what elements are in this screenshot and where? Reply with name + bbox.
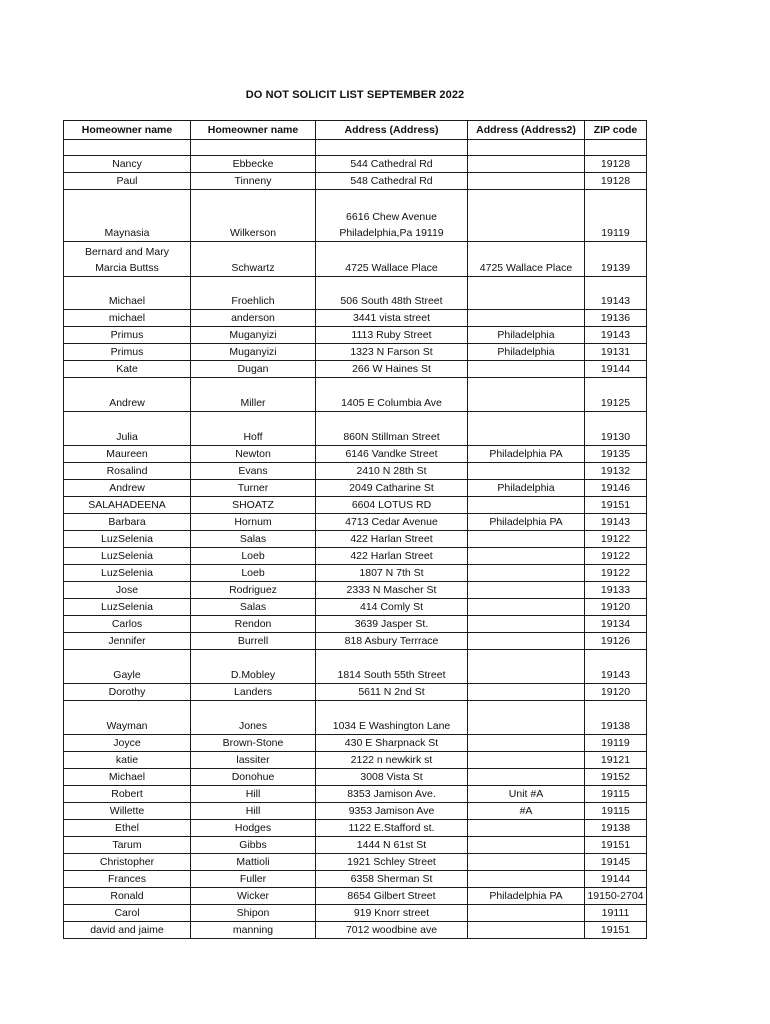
address-cell: 4725 Wallace Place [316,242,468,277]
address-cell: 7012 woodbine ave [316,922,468,939]
first-name-cell: LuzSelenia [64,565,191,582]
first-name-cell: Kate [64,361,191,378]
address2-cell: Philadelphia [468,344,585,361]
table-row [64,582,647,599]
address2-cell [468,156,585,173]
table-row [64,820,647,837]
first-name-cell: Michael [64,769,191,786]
table-row [64,684,647,701]
address-cell: 1921 Schley Street [316,854,468,871]
address-cell: 1405 E Columbia Ave [316,378,468,412]
address-cell: 8654 Gilbert Street [316,888,468,905]
address2-cell [468,752,585,769]
last-name-cell: Ebbecke [191,156,316,173]
table-row [64,735,647,752]
zip-cell: 19115 [585,803,647,820]
last-name-cell: Hornum [191,514,316,531]
address-cell: 6146 Vandke Street [316,446,468,463]
zip-cell: 19128 [585,156,647,173]
last-name-cell [191,140,316,156]
last-name-cell: Dugan [191,361,316,378]
table-row [64,701,647,735]
address2-cell [468,173,585,190]
address-cell: 6358 Sherman St [316,871,468,888]
first-name-cell: Andrew [64,378,191,412]
zip-cell: 19111 [585,905,647,922]
address-cell: 2049 Catharine St [316,480,468,497]
last-name-cell: Schwartz [191,242,316,277]
address-cell: 3441 vista street [316,310,468,327]
address-cell: 9353 Jamison Ave [316,803,468,820]
table-row [64,242,647,277]
zip-cell: 19152 [585,769,647,786]
address-cell: 2410 N 28th St [316,463,468,480]
table-body [64,140,647,939]
last-name-cell: Froehlich [191,277,316,310]
address2-cell [468,701,585,735]
address-cell: 1034 E Washington Lane [316,701,468,735]
do-not-solicit-table [63,120,647,939]
table-row [64,599,647,616]
table-row [64,173,647,190]
first-name-cell: SALAHADEENA [64,497,191,514]
zip-cell: 19136 [585,310,647,327]
address-cell: 6604 LOTUS RD [316,497,468,514]
table-row [64,310,647,327]
address2-cell: Philadelphia PA [468,514,585,531]
table-row [64,156,647,173]
zip-cell: 19138 [585,820,647,837]
first-name-cell: Maureen [64,446,191,463]
table-row [64,497,647,514]
first-name-cell: Gayle [64,650,191,684]
table-row [64,633,647,650]
zip-cell: 19151 [585,497,647,514]
last-name-cell: Jones [191,701,316,735]
address2-cell [468,140,585,156]
first-name-cell: david and jaime [64,922,191,939]
zip-cell: 19151 [585,922,647,939]
address-cell: 430 E Sharpnack St [316,735,468,752]
zip-cell: 19121 [585,752,647,769]
first-name-cell: Barbara [64,514,191,531]
last-name-cell: Landers [191,684,316,701]
table-row [64,650,647,684]
first-name-cell: Rosalind [64,463,191,480]
first-name-cell: Nancy [64,156,191,173]
table-row [64,412,647,446]
first-name-cell-line: Bernard and Mary [84,246,170,258]
table-row [64,769,647,786]
last-name-cell: Shipon [191,905,316,922]
address2-cell [468,854,585,871]
last-name-cell: Fuller [191,871,316,888]
address2-cell [468,871,585,888]
zip-cell [585,140,647,156]
first-name-cell: Tarum [64,837,191,854]
last-name-cell: Brown-Stone [191,735,316,752]
table-row [64,565,647,582]
column-header-address2: Address (Address2) [468,121,585,140]
last-name-cell: Mattioli [191,854,316,871]
zip-cell: 19122 [585,531,647,548]
address-cell [316,140,468,156]
zip-cell: 19115 [585,786,647,803]
address-cell: 4713 Cedar Avenue [316,514,468,531]
last-name-cell: Donohue [191,769,316,786]
first-name-cell-line: Marcia Buttss [95,262,159,274]
last-name-cell: Wilkerson [191,190,316,242]
address2-cell: #A [468,803,585,820]
address2-cell: Philadelphia PA [468,446,585,463]
column-header-first-name: Homeowner name [64,121,191,140]
first-name-cell: Carol [64,905,191,922]
zip-cell: 19125 [585,378,647,412]
address-cell: 266 W Haines St [316,361,468,378]
address2-cell [468,684,585,701]
address2-cell [468,531,585,548]
document-title: DO NOT SOLICIT LIST SEPTEMBER 2022 [245,89,465,101]
table-row [64,786,647,803]
first-name-cell: LuzSelenia [64,599,191,616]
zip-cell: 19143 [585,277,647,310]
first-name-cell [64,242,191,277]
table-row [64,548,647,565]
zip-cell: 19122 [585,548,647,565]
address2-cell [468,769,585,786]
column-header-last-name: Homeowner name [191,121,316,140]
table-row [64,190,647,242]
last-name-cell: Gibbs [191,837,316,854]
zip-cell: 19144 [585,361,647,378]
address2-cell [468,190,585,242]
address-cell: 3639 Jasper St. [316,616,468,633]
zip-cell: 19120 [585,684,647,701]
address-cell: 548 Cathedral Rd [316,173,468,190]
table-row [64,854,647,871]
first-name-cell: Paul [64,173,191,190]
address2-cell [468,905,585,922]
table-row [64,514,647,531]
first-name-cell: Frances [64,871,191,888]
address2-cell [468,361,585,378]
address2-cell: Philadelphia [468,480,585,497]
address-cell-line: 6616 Chew Avenue [346,211,437,223]
last-name-cell: lassiter [191,752,316,769]
first-name-cell: Robert [64,786,191,803]
zip-cell: 19132 [585,463,647,480]
first-name-cell: Willette [64,803,191,820]
column-header-address: Address (Address) [316,121,468,140]
table-header-row [64,121,647,140]
table-row [64,344,647,361]
table-row [64,277,647,310]
address2-cell [468,582,585,599]
zip-cell: 19133 [585,582,647,599]
last-name-cell: Salas [191,599,316,616]
zip-cell: 19135 [585,446,647,463]
zip-cell: 19139 [585,242,647,277]
last-name-cell: Miller [191,378,316,412]
address2-cell [468,633,585,650]
last-name-cell: Muganyizi [191,327,316,344]
first-name-cell: Carlos [64,616,191,633]
address-cell: 1814 South 55th Street [316,650,468,684]
first-name-cell: Christopher [64,854,191,871]
first-name-cell: Michael [64,277,191,310]
address-cell: 1807 N 7th St [316,565,468,582]
table-row [64,446,647,463]
last-name-cell: Salas [191,531,316,548]
first-name-cell [64,140,191,156]
address2-cell [468,735,585,752]
address2-cell [468,310,585,327]
last-name-cell: Hoff [191,412,316,446]
table-row [64,752,647,769]
zip-cell: 19138 [585,701,647,735]
first-name-cell: LuzSelenia [64,548,191,565]
first-name-cell: Maynasia [64,190,191,242]
table-row [64,922,647,939]
zip-cell: 19128 [585,173,647,190]
table-row [64,361,647,378]
zip-cell: 19119 [585,190,647,242]
address2-cell [468,599,585,616]
last-name-cell: Newton [191,446,316,463]
address2-cell [468,820,585,837]
address2-cell: Philadelphia PA [468,888,585,905]
address-cell: 8353 Jamison Ave. [316,786,468,803]
first-name-cell: Ethel [64,820,191,837]
address-cell: 1323 N Farson St [316,344,468,361]
zip-cell: 19144 [585,871,647,888]
last-name-cell: Loeb [191,565,316,582]
address-cell: 2122 n newkirk st [316,752,468,769]
address2-cell [468,412,585,446]
address2-cell [468,548,585,565]
first-name-cell: Wayman [64,701,191,735]
last-name-cell: Muganyizi [191,344,316,361]
address-cell: 818 Asbury Terrrace [316,633,468,650]
zip-cell: 19145 [585,854,647,871]
zip-cell: 19143 [585,327,647,344]
last-name-cell: manning [191,922,316,939]
address-cell: 422 Harlan Street [316,531,468,548]
table-row [64,871,647,888]
address-cell: 544 Cathedral Rd [316,156,468,173]
zip-cell: 19150-2704 [585,888,647,905]
zip-cell: 19146 [585,480,647,497]
address2-cell [468,277,585,310]
address2-cell: Philadelphia [468,327,585,344]
address-cell: 5611 N 2nd St [316,684,468,701]
zip-cell: 19126 [585,633,647,650]
address-cell: 506 South 48th Street [316,277,468,310]
table-row [64,463,647,480]
zip-cell: 19134 [585,616,647,633]
address2-cell [468,650,585,684]
column-header-zip: ZIP code [585,121,647,140]
address-cell: 919 Knorr street [316,905,468,922]
address2-cell [468,837,585,854]
table-row [64,837,647,854]
address2-cell [468,565,585,582]
table-row [64,140,647,156]
last-name-cell: SHOATZ [191,497,316,514]
zip-cell: 19119 [585,735,647,752]
address-cell: 1113 Ruby Street [316,327,468,344]
address-cell: 2333 N Mascher St [316,582,468,599]
first-name-cell: Primus [64,344,191,361]
last-name-cell: Loeb [191,548,316,565]
first-name-cell: Julia [64,412,191,446]
first-name-cell: Dorothy [64,684,191,701]
first-name-cell: michael [64,310,191,327]
last-name-cell: D.Mobley [191,650,316,684]
address-cell: 422 Harlan Street [316,548,468,565]
address2-cell: 4725 Wallace Place [468,242,585,277]
address-cell [316,190,468,242]
address2-cell: Unit #A [468,786,585,803]
first-name-cell: Primus [64,327,191,344]
address2-cell [468,922,585,939]
table-row [64,480,647,497]
address-cell: 1122 E.Stafford st. [316,820,468,837]
zip-cell: 19143 [585,650,647,684]
zip-cell: 19120 [585,599,647,616]
address2-cell [468,616,585,633]
first-name-cell: Joyce [64,735,191,752]
zip-cell: 19130 [585,412,647,446]
first-name-cell: Jose [64,582,191,599]
last-name-cell: Wicker [191,888,316,905]
zip-cell: 19131 [585,344,647,361]
last-name-cell: Evans [191,463,316,480]
last-name-cell: Rodriguez [191,582,316,599]
zip-cell: 19151 [585,837,647,854]
table-row [64,531,647,548]
table-row [64,616,647,633]
last-name-cell: anderson [191,310,316,327]
last-name-cell: Turner [191,480,316,497]
address-cell: 3008 Vista St [316,769,468,786]
table-row [64,327,647,344]
zip-cell: 19143 [585,514,647,531]
first-name-cell: LuzSelenia [64,531,191,548]
last-name-cell: Hill [191,786,316,803]
last-name-cell: Burrell [191,633,316,650]
table-row [64,888,647,905]
first-name-cell: katie [64,752,191,769]
last-name-cell: Rendon [191,616,316,633]
last-name-cell: Tinneny [191,173,316,190]
address2-cell [468,497,585,514]
table-row [64,378,647,412]
table-row [64,803,647,820]
first-name-cell: Jennifer [64,633,191,650]
address-cell: 860N Stillman Street [316,412,468,446]
address-cell: 414 Comly St [316,599,468,616]
first-name-cell: Andrew [64,480,191,497]
first-name-cell: Ronald [64,888,191,905]
address-cell: 1444 N 61st St [316,837,468,854]
last-name-cell: Hill [191,803,316,820]
table-row [64,905,647,922]
address-cell-line: Philadelphia,Pa 19119 [339,227,444,239]
zip-cell: 19122 [585,565,647,582]
last-name-cell: Hodges [191,820,316,837]
address2-cell [468,463,585,480]
address2-cell [468,378,585,412]
